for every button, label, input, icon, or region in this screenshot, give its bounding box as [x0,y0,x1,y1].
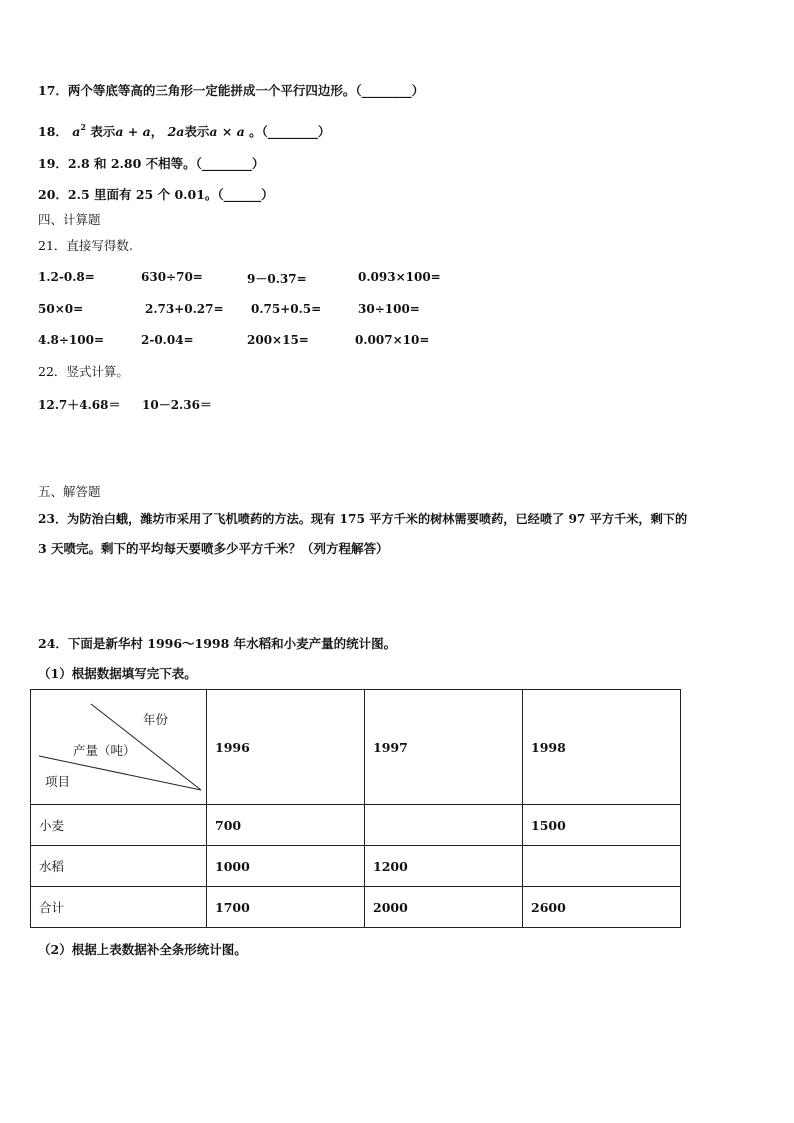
row-label-cell [31,805,207,846]
calc-1-4: 0.093×100= [358,270,441,284]
year-1997: 1997 [373,739,408,755]
value-wheat-1998: 1500 [531,817,566,833]
q18-expr2: a × a [209,124,245,139]
q18-expr1: a + a [115,124,151,139]
section-4-title: 四、计算题 [38,212,101,227]
section-5-title: 五、解答题 [38,484,101,499]
table-diagonal-header-cell [31,690,207,805]
question-19: 19．2.8 和 2.80 不相等。（________） [38,156,265,171]
question-21: 21．直接写得数. [38,238,133,253]
header-output-label: 产量（吨） [73,743,136,758]
question-18 [38,119,330,140]
question-17: 17．两个等底等高的三角形一定能拼成一个平行四边形。（________） [38,83,425,98]
cell-wheat-1997-blank[interactable] [365,805,523,846]
value-total-1996: 1700 [215,899,250,915]
header-year-label: 年份 [143,712,169,727]
value-rice-1997: 1200 [373,858,408,874]
calc-2-2: 2.73+0.27= [145,302,224,316]
question-22: 22．竖式计算。 [38,364,129,379]
question-23-line-2: 3 天喷完。剩下的平均每天要喷多少平方千米？（列方程解答） [38,541,389,556]
year-1998: 1998 [531,739,566,755]
calc-2-4: 30÷100= [358,302,420,316]
question-23-line-1: 23．为防治白蛾，潍坊市采用了飞机喷药的方法。现有 175 平方千米的树林需要喷药，已经喷了 97 平方千米，剩下的 [38,512,688,526]
cell-total-1996 [207,887,365,928]
table-row-wheat [31,805,681,846]
q18-number: 18． [38,124,68,139]
value-wheat-1996: 700 [215,817,242,833]
cell-rice-1998-blank[interactable] [523,846,681,887]
question-24-part-2: （2）根据上表数据补全条形统计图。 [38,942,247,957]
year-1998-cell [523,690,681,805]
q18-sep: ， [150,124,164,139]
cell-rice-1996 [207,846,365,887]
q18-coef: 2a [167,124,185,139]
cell-total-1997 [365,887,523,928]
calc-1-1: 1.2-0.8= [38,270,95,284]
value-wheat-1997 [365,818,373,833]
calc-3-1: 4.8÷100= [38,333,105,347]
table-row-total [31,887,681,928]
question-20: 20．2.5 里面有 25 个 0.01。（______） [38,187,274,202]
cell-wheat-1998 [523,805,681,846]
calc-1-3: 9－0.37= [247,272,307,286]
calc-2-3: 0.75+0.5= [251,302,322,316]
row-label-cell [31,846,207,887]
year-1997-cell [365,690,523,805]
year-1996: 1996 [215,739,250,755]
cell-total-1998 [523,887,681,928]
row-label-cell [31,887,207,928]
row-label-total: 合计 [39,900,65,915]
value-rice-1996: 1000 [215,858,250,874]
header-item-label: 项目 [45,774,71,789]
calc-3-2: 2-0.04= [141,333,194,347]
vertical-calc-1: 12.7＋4.68＝ [38,398,121,412]
cell-rice-1997 [365,846,523,887]
question-24: 24．下面是新华村 1996～1998 年水稻和小麦产量的统计图。 [38,636,397,651]
cell-wheat-1996 [207,805,365,846]
q18-tail: 。（________） [249,124,331,139]
table-header-row [31,690,681,805]
calc-2-1: 50×0= [38,302,84,316]
value-total-1998: 2600 [531,899,566,915]
q18-text1: 表示 [90,124,116,139]
year-1996-cell [207,690,365,805]
vertical-calc-2: 10－2.36＝ [142,398,212,412]
value-rice-1998 [523,859,531,874]
table-row-rice [31,846,681,887]
q18-text2: 表示 [184,124,210,139]
row-label-rice: 水稻 [39,859,65,874]
calc-3-4: 0.007×10= [355,333,430,347]
row-label-wheat: 小麦 [39,818,65,833]
q18-exponent: 2 [80,122,86,132]
production-table [30,689,681,928]
question-24-part-1: （1）根据数据填写完下表。 [38,666,197,681]
calc-1-2: 630÷70= [141,270,203,284]
calc-3-3: 200×15= [247,333,309,347]
value-total-1997: 2000 [373,899,408,915]
q18-var-a: a [72,124,81,139]
